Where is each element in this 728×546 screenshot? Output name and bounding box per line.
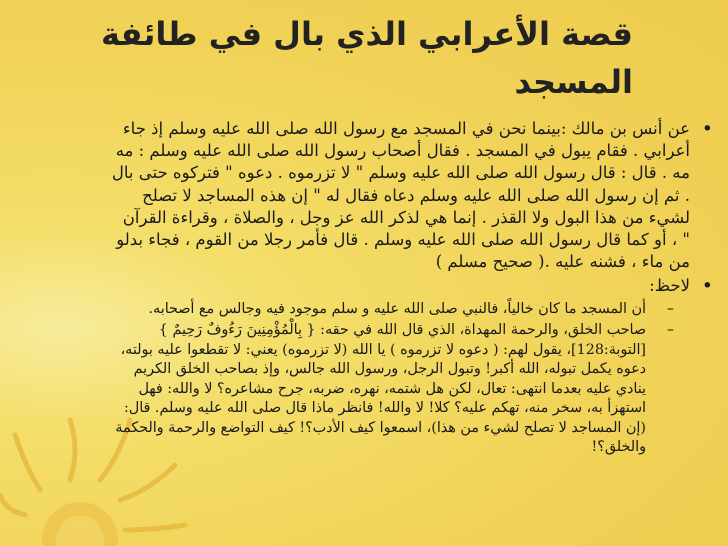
bullet-hadith xyxy=(110,118,716,273)
bullet-notice xyxy=(110,275,716,297)
bullet-hadith-text: عن أنس بن مالك :بينما نحن في المسجد مع رسول الله صلى الله عليه وسلم إذ جاء أعرابي . فقام يبول في المسجد . فقال أصحاب رسول الله صلى الله عليه وسلم : مه مه . قال : قال رسول الله صلى الله عليه وسلم " لا تزرموه . دعوه " فتركوه حتى بال . ثم إن رسول الله صلى الله عليه وسلم دعاه فقال له " إن هذه المساجد لا تصلح لشيء من هذا البول ولا القذر . إنما هي لذكر الله عز وجل ، والصلاة ، وقراءة القرآن " ، أو كما قال رسول الله صلى الله عليه وسلم . قال فأمر رجلا من القوم ، فجاء بدلو من ماء ، فشنه عليه .( صحيح مسلم ) xyxy=(111,119,690,272)
bullet-notice-text: لاحظ: xyxy=(649,276,690,296)
sub-dash: – xyxy=(666,322,674,339)
sub-bullet-manners-text: صاحب الخلق، والرحمة المهداة، الذي قال الله في حقه: { بِالْمُؤْمِنِينَ رَءُوفٌ رَحِيمٌ } [التوبة:128]، يقول لهم: ( دعوه لا تزرموه ) يا الله (لا تزرموه) يعني: لا تقطعوا عليه بولته، دعوه يكمل تبوله، الله أكبر! وتبول الرجل، ورسول الله جالس، وإذ بصاحب الخلق الكريم ينادي عليه بعدما انتهى: تعال، لكن هل شتمه، نهره، ضربه، جرح مشاعره؟ لا والله: فهل استهزأ به، سخر منه، تهكم عليه؟ كلا! لا والله! فانظر ماذا قال صلى الله عليه وسلم. قال: (إن المساجد لا تصلح لشيء من هذا)، اسمعوا كيف الأدب؟! كيف التواضع والرحمة والحكمة والخلق؟! xyxy=(115,322,646,456)
bullet-dot: • xyxy=(701,275,713,298)
bullet-dot: • xyxy=(701,118,713,140)
slide-content xyxy=(110,118,716,458)
sub-bullet-manners xyxy=(110,321,716,458)
sub-dash: – xyxy=(666,300,674,317)
sub-bullet-mosque-text: أن المسجد ما كان خالياً، فالنبي صلى الله عليه و سلم موجود فيه وجالس مع أصحابه. xyxy=(148,300,646,317)
slide-title: قصة الأعرابي الذي بال في طائفة المسجد xyxy=(100,15,633,101)
sub-bullet-mosque xyxy=(110,300,716,320)
